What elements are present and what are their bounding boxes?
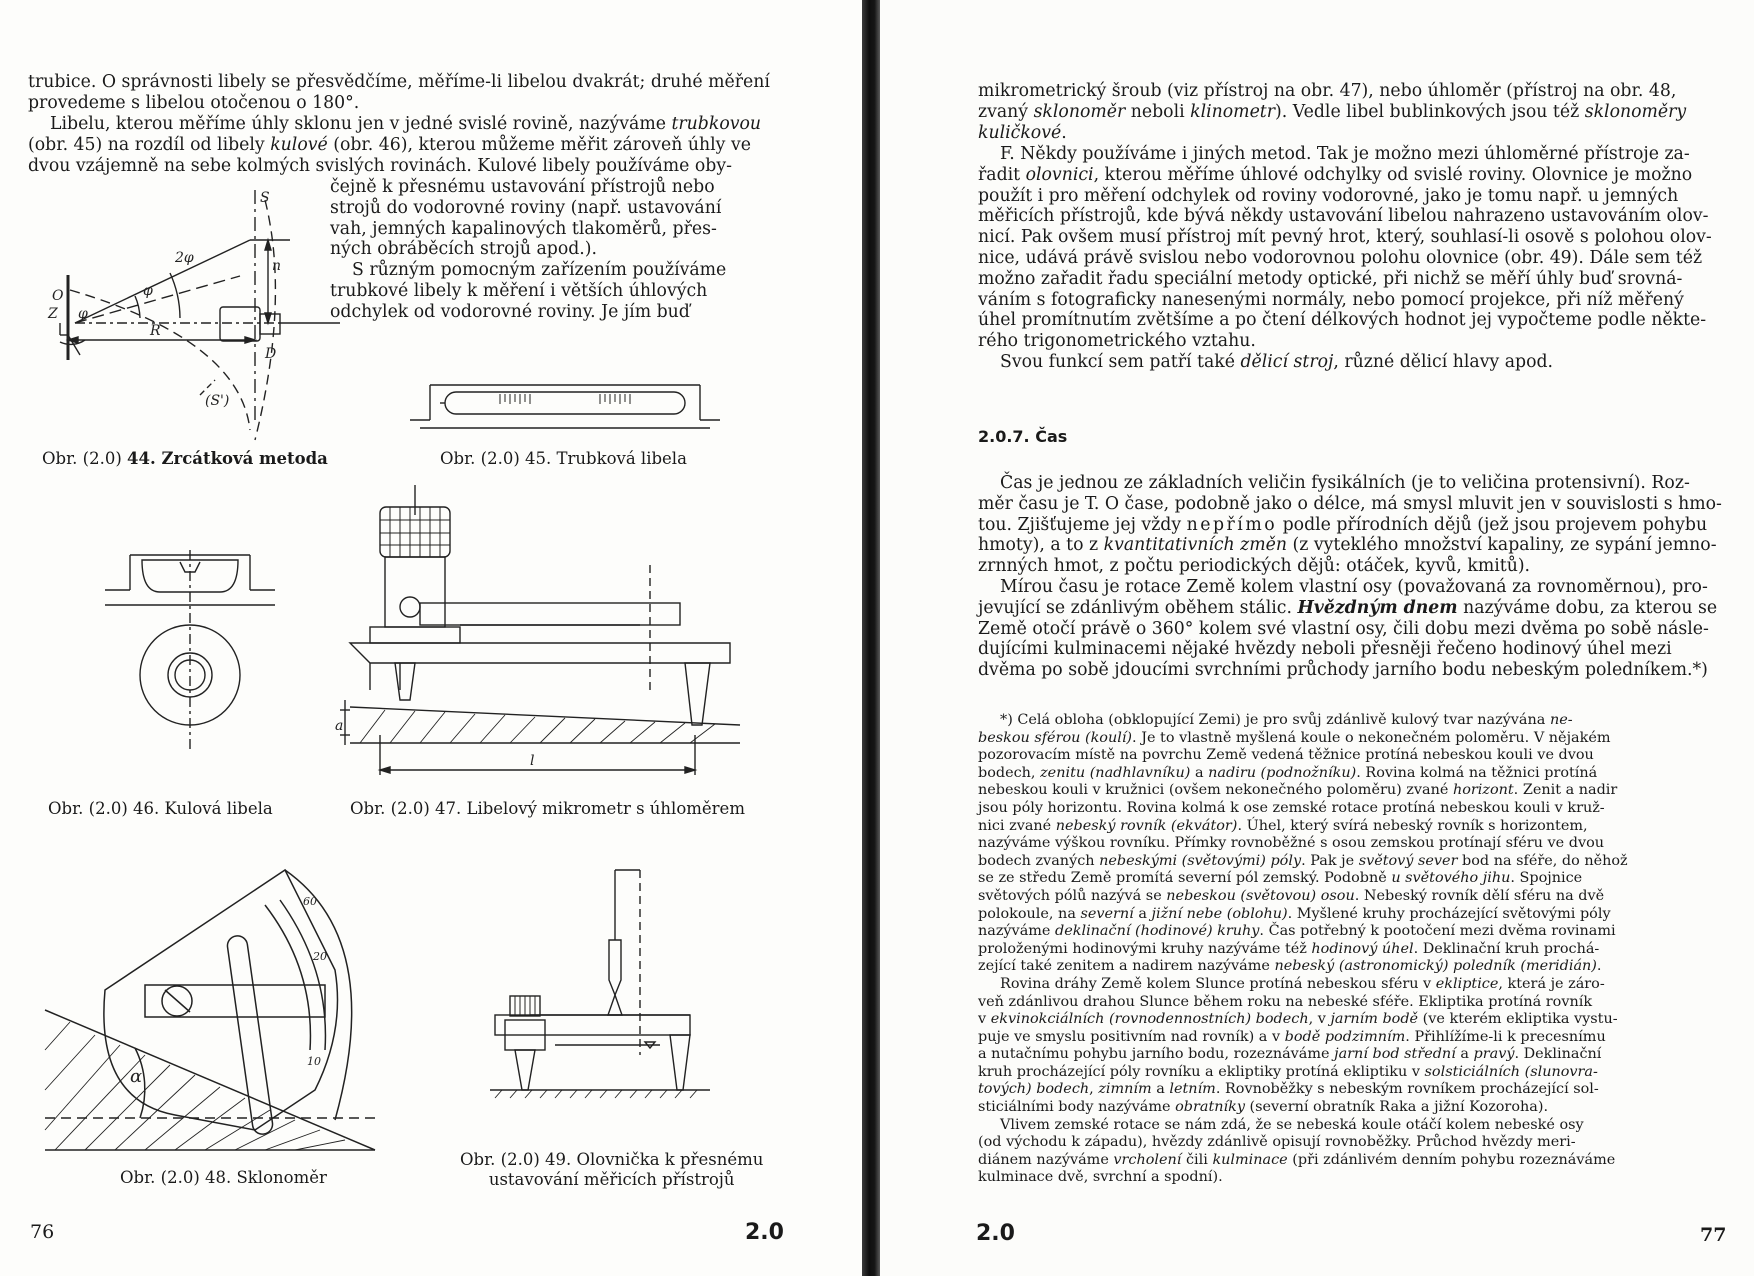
fn-text: bodech,: [978, 764, 1041, 781]
text-line: dujícími kulminacemi nějaké hvězdy neboli přesněji řečeno hodinový úhel mezi: [978, 639, 1672, 660]
right-paragraph-f: [978, 144, 1726, 373]
text-line: neboli: [1125, 101, 1191, 122]
fn-text: (ve kterém ekliptika vystu-: [1418, 1011, 1618, 1028]
fig44-label-2phi: 2φ: [175, 250, 194, 266]
fn-text: nazýváme: [978, 923, 1056, 940]
fn-text: a: [1455, 1046, 1474, 1063]
figure-49-plumb-bob: [490, 870, 710, 1120]
text-line: trubkové libely k měření i větších úhlových: [330, 280, 708, 301]
fig44-label-z: Z: [48, 306, 58, 322]
fig44-label-phi: φ: [143, 283, 153, 299]
fn-text: a: [1151, 1081, 1170, 1098]
fn-italic: ne-: [1549, 712, 1573, 728]
caption-fig47: Obr. (2.0) 47. Libelový mikrometr s úhloměrem: [350, 799, 745, 818]
fn-text: . Pak je: [1301, 852, 1359, 869]
page-number-left: 76: [30, 1221, 55, 1243]
bold-italic-term: Hvězdným dnem: [1297, 597, 1458, 618]
caption-fig49: [460, 1150, 763, 1190]
caption-bold: 44. Zrcátková metoda: [127, 449, 328, 468]
fn-text: veň zdánlivou drahou Slunce během roku na nebeské sféře. Ekliptika protíná rovník: [978, 993, 1593, 1010]
fn-text: Vlivem zemské rotace se nám zdá, že se nebeská koule otáčí kolem nebeské osy: [1000, 1116, 1584, 1133]
text-line: dvou vzájemně na sebe kolmých svislých rovinách. Kulové libely používáme oby-: [28, 155, 732, 176]
fn-text: puje ve smyslu positivním nad rovník) a v: [978, 1028, 1285, 1045]
italic-term: sklonoměry: [1584, 101, 1687, 122]
text-line: váním s fotograficky nanesenými normály, nebo pomocí projekce, při níž měřený: [978, 289, 1684, 310]
left-wrap-text: [330, 177, 778, 323]
text-line: ných obráběcích strojů apod.).: [330, 239, 598, 260]
section-marker-left: 2.0: [745, 1220, 784, 1245]
fig44-label-r: R: [150, 323, 161, 339]
fn-text: čili: [1181, 1151, 1213, 1168]
text-line: Čas je jednou ze základních veličin fysikálních (je to veličina protensivní). Roz-: [1000, 473, 1690, 493]
right-paragraph-top: [978, 81, 1726, 143]
fig48-label-10: 10: [307, 1055, 321, 1068]
fn-italic: severní: [1080, 905, 1134, 922]
text-line: možno zařadit řadu speciální metody optické, při nichž se měří úhly buď srovná-: [978, 268, 1683, 289]
fn-text: . Úhel, který svírá nebeský rovník s horizontem,: [1237, 817, 1588, 834]
figure-46-spherical-level: [100, 550, 280, 750]
italic-term: kvantitativních změn: [1103, 535, 1288, 556]
text-line: řadit: [978, 164, 1026, 185]
fn-italic: nadiru (podnožníku): [1208, 764, 1357, 781]
fn-italic: zenitu (nadhlavníku): [1040, 764, 1191, 781]
section-heading: 2.0.7. Čas: [978, 427, 1068, 446]
fn-text: . Myšlené kruhy procházející světovými póly: [1287, 905, 1611, 922]
right-page: [880, 0, 1754, 1276]
fig47-label-a: a: [335, 718, 344, 734]
text-line: Svou funkcí sem patří také: [1000, 351, 1241, 372]
spaced-term: nepřímo: [1186, 514, 1278, 535]
text-line: dvěma po sobě jdoucími svrchními průchody jarního bodu nebeským poledníkem.*): [978, 660, 1708, 681]
fn-text: světových pólů nazývá se: [978, 887, 1167, 904]
fn-text: (severní obratník Raka a jižní Kozoroha).: [1244, 1099, 1549, 1116]
text-line: hmoty), a to z: [978, 535, 1104, 556]
text-line: mikrometrický šroub (viz přístroj na obr. 47), nebo úhloměr (přístroj na obr. 48,: [978, 81, 1677, 101]
text-line: (obr. 46), kterou můžeme měřit zároveň úhly ve: [327, 134, 751, 155]
text-line: podle přírodních dějů (jež jsou projevem pohybu: [1277, 514, 1708, 535]
fn-text: (od východu k západu), hvězdy zdánlivě opisují rovnoběžky. Průchod hvězdy meri-: [978, 1134, 1576, 1151]
fn-text: pozorovacím místě na povrchu Země vedená těžnice protíná nebeskou kouli ve dvou: [978, 747, 1594, 764]
italic-term: sklonoměr: [1033, 101, 1126, 122]
fn-italic: solsticiálních (slunovra-: [1424, 1063, 1598, 1080]
fn-italic: světový sever: [1358, 852, 1458, 869]
book-gutter: [862, 0, 880, 1276]
fig47-label-l: l: [530, 753, 535, 769]
fn-text: nazýváme výškou rovníku. Přímky rovnoběžné s osou zemskou protínají sféru ve dvou: [978, 835, 1605, 852]
text-line: použít i pro měření odchylek od roviny vodorovné, jako je tomu např. u jemných: [978, 185, 1679, 206]
fn-italic: u světového jihu: [1391, 870, 1511, 887]
fn-text: kulminace dvě, svrchní a spodní).: [978, 1169, 1223, 1186]
fn-italic: deklinační (hodinové) kruhy: [1055, 923, 1260, 940]
fn-italic: ekvinokciálních (rovnodennostních) bodech: [990, 1011, 1309, 1028]
fn-italic: nebeskou (světovou) osou: [1166, 887, 1355, 904]
fn-text: .: [1596, 958, 1602, 975]
fn-text: . Rovina kolmá na těžnici protíná: [1356, 764, 1598, 781]
figure-45-tube-level: [400, 380, 730, 435]
fn-text: . Nebeský rovník dělí sféru na dvě: [1354, 887, 1605, 904]
caption-fig44: [42, 449, 328, 469]
italic-term: kulové: [270, 134, 328, 155]
text-line: zvaný: [978, 101, 1034, 122]
fn-text: . Zenit a nadir: [1513, 782, 1618, 799]
left-paragraph-2: [28, 114, 778, 176]
fig48-label-20: 20: [313, 950, 327, 963]
fn-text: Rovina dráhy Země kolem Slunce protíná nebeskou sféru v: [1000, 975, 1436, 992]
caption-line: ustavování měřicích přístrojů: [488, 1170, 735, 1189]
fn-text: se ze středu Země promítá severní pól zemský. Podobně: [978, 870, 1392, 887]
fn-italic: zimním: [1098, 1081, 1152, 1098]
fn-text: zející také zenitem a nadirem nazýváme: [978, 958, 1275, 975]
text-line: S různým pomocným zařízením používáme: [352, 260, 727, 281]
fn-text: . Čas potřebný k pootočení mezi dvěma rovinami: [1259, 923, 1616, 940]
fig44-label-n: n: [272, 258, 282, 274]
text-line: měřicích přístrojů, kde bývá někdy ustavování libelou nahrazeno ustavováním olov-: [978, 206, 1709, 227]
text-line: ). Vedle libel bublinkových jsou též: [1275, 101, 1585, 122]
text-line: nicí. Pak ovšem musí přístroj mít pevný hrot, který, souhlasí-li osově s polohou olov-: [978, 227, 1712, 248]
fn-italic: nebeskými (světovými) póly: [1099, 852, 1302, 869]
italic-term: dělicí stroj: [1240, 351, 1334, 372]
fn-italic: jižní nebe (oblohu): [1151, 905, 1288, 922]
text-line: F. Někdy používáme i jiných metod. Tak je možno mezi úhloměrné přístroje za-: [1000, 144, 1690, 164]
fn-text: bodech zvaných: [978, 852, 1100, 869]
fn-text: nici zvané: [978, 817, 1056, 834]
text-line: .: [1061, 122, 1067, 143]
italic-term: olovnici: [1025, 164, 1094, 185]
italic-term: kuličkové: [978, 122, 1062, 143]
text-line: provedeme s libelou otočenou o 180°.: [28, 92, 360, 113]
text-line: měr času je T. O čase, podobně jako o délce, má smysl mluvit jen v souvislosti s hmo-: [978, 493, 1722, 514]
text-line: jevující se zdánlivým oběhem stálic.: [978, 597, 1298, 618]
text-line: strojů do vodorovné roviny (např. ustavování: [330, 197, 722, 218]
fn-italic: obratníky: [1175, 1099, 1245, 1116]
fn-text: diánem nazýváme: [978, 1151, 1114, 1168]
fn-text: v: [978, 1011, 991, 1028]
fn-text: (při zdánlivém denním pohybu rozeznáváme: [1287, 1151, 1616, 1168]
fn-italic: nebeský (astronomický) poledník (meridián): [1274, 958, 1597, 975]
italic-term: trubkovou: [671, 114, 762, 134]
fn-italic: horizont: [1452, 782, 1514, 799]
text-line: vah, jemných kapalinových tlakoměrů, přes-: [330, 218, 717, 239]
fn-italic: jarní bod střední: [1334, 1046, 1456, 1063]
text-line: úhel promítnutím zvětšíme a po čtení délkových hodnot jej vypočteme podle někte-: [978, 310, 1707, 331]
fn-text: a: [1190, 764, 1209, 781]
text-line: Země otočí právě o 360° kolem své vlastní osy, čili dobu mezi dvěma po sobě násle-: [978, 618, 1709, 639]
fig44-label-d: D: [265, 346, 277, 362]
fn-text: nebeskou kouli v kružnici (ovšem nekonečného poloměru) zvané: [978, 782, 1453, 799]
fn-italic: pravý: [1473, 1046, 1515, 1063]
fig44-label-o: O: [52, 288, 64, 304]
fn-text: . Rovnoběžky s nebeským rovníkem procházející sol-: [1215, 1081, 1599, 1098]
fn-text: . Přihlížíme-li k precesnímu: [1405, 1028, 1606, 1045]
text-line: nice, udává právě svislou nebo vodorovnou polohu olovnice (obr. 49). Dále sem též: [978, 247, 1703, 268]
fn-italic: ekliptice: [1435, 975, 1499, 992]
section-marker-right: 2.0: [976, 1221, 1015, 1246]
text-line: odchylek od vodorovné roviny. Je jím buď: [330, 301, 690, 322]
text-line: tou. Zjišťujeme jej vždy: [978, 514, 1187, 535]
page-number-right: 77: [1700, 1224, 1727, 1246]
text-line: (obr. 45) na rozdíl od libely: [28, 134, 271, 155]
figure-48-clinometer: [45, 850, 375, 1160]
fn-italic: bodě podzimním: [1284, 1028, 1406, 1045]
fn-italic: hodinový úhel: [1311, 940, 1414, 957]
fn-italic: jarním bodě: [1330, 1011, 1419, 1028]
footnote: [978, 712, 1726, 1187]
fn-text: , v: [1308, 1011, 1331, 1028]
text-line: trubice. O správnosti libely se přesvědčíme, měříme-li libelou dvakrát; druhé měření: [28, 72, 770, 92]
fn-text: bod na sféře, do něhož: [1457, 852, 1628, 869]
left-paragraph-1: [28, 72, 778, 114]
fn-text: polokoule, na: [978, 905, 1081, 922]
fig48-label-60: 60: [303, 895, 317, 908]
fig44-label-s: S: [260, 190, 270, 206]
fn-text: sticiálními body nazýváme: [978, 1099, 1176, 1116]
fn-text: *) Celá obloha (obklopující Zemi) je pro svůj zdánlivě kulový tvar nazývána: [1000, 712, 1550, 728]
italic-term: klinometr: [1190, 101, 1276, 122]
caption-prefix: Obr. (2.0): [42, 449, 128, 468]
fig48-label-alpha: α: [130, 1066, 143, 1087]
text-line: Libelu, kterou měříme úhly sklonu jen v jedné svislé rovině, nazýváme: [50, 114, 672, 134]
fn-text: a nutačnímu pohybu jarního bodu, rozeznáváme: [978, 1046, 1335, 1063]
fn-text: . Deklinační kruh prochá-: [1413, 940, 1600, 957]
fn-text: , která je záro-: [1498, 975, 1605, 992]
left-page: [0, 0, 862, 1276]
text-line: Mírou času je rotace Země kolem vlastní osy (považovaná za rovnoměrnou), pro-: [1000, 576, 1708, 597]
caption-fig46: Obr. (2.0) 46. Kulová libela: [48, 799, 273, 818]
text-line: nazýváme dobu, za kterou se: [1457, 597, 1718, 618]
fn-italic: beskou sférou (koulí): [978, 729, 1133, 746]
caption-fig45: Obr. (2.0) 45. Trubková libela: [440, 449, 687, 468]
fn-italic: letním: [1169, 1081, 1216, 1098]
fn-text: ,: [1089, 1081, 1099, 1098]
fn-italic: nebeský rovník (ekvátor): [1055, 817, 1238, 834]
fn-italic: vrcholení: [1113, 1151, 1182, 1168]
figure-47-level-micrometer: [335, 485, 760, 785]
fig44-label-phi-2: φ: [78, 306, 88, 322]
fn-text: a: [1133, 905, 1152, 922]
fn-text: kruh procházející póly rovníku a ekliptiky protíná ekliptiku v: [978, 1063, 1425, 1080]
fn-italic: kulminace: [1212, 1151, 1288, 1168]
caption-fig48: Obr. (2.0) 48. Sklonoměr: [120, 1168, 327, 1187]
right-paragraph-cas: [978, 473, 1726, 681]
text-line: zrnných hmot, z počtu periodických dějů: otáček, kyvů, kmitů).: [978, 556, 1531, 577]
fn-text: jsou póly horizontu. Rovina kolmá k ose zemské rotace protíná nebeskou kouli v kruž-: [978, 799, 1605, 816]
fn-italic: tových) bodech: [978, 1081, 1090, 1098]
text-line: , kterou měříme úhlové odchylky od svislé roviny. Olovnice je možno: [1093, 164, 1693, 185]
fn-text: . Deklinační: [1514, 1046, 1602, 1063]
fn-text: . Spojnice: [1510, 870, 1583, 887]
text-line: (z vyteklého množství kapaliny, ze sypání jemno-: [1287, 535, 1717, 556]
figure-44-mirror-method: [40, 190, 340, 450]
caption-line: Obr. (2.0) 49. Olovnička k přesnému: [460, 1150, 764, 1169]
text-line: čejně k přesnému ustavování přístrojů nebo: [330, 177, 715, 197]
fn-text: . Je to vlastně myšlená koule o nekonečném poloměru. V nějakém: [1132, 729, 1611, 746]
fn-text: proloženými hodinovými kruhy nazýváme též: [978, 940, 1312, 957]
text-line: rého trigonometrického vztahu.: [978, 331, 1256, 352]
fig44-label-s-prime: (S'): [205, 393, 230, 409]
text-line: , různé dělicí hlavy apod.: [1333, 351, 1554, 372]
